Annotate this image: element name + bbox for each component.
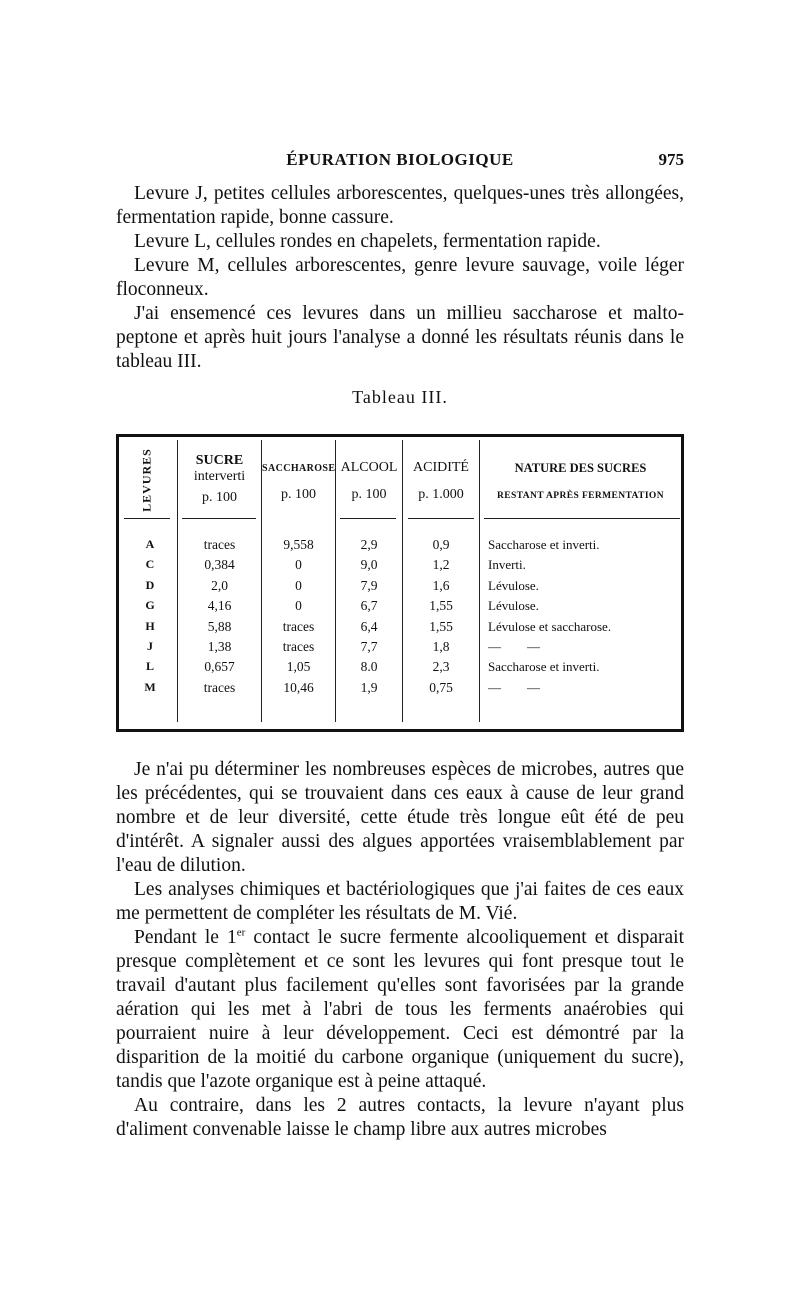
header-nature: NATURE DES SUCRES (514, 461, 647, 475)
table-row (116, 639, 684, 659)
table-row (116, 557, 684, 577)
table-row (116, 578, 684, 598)
cell-levure: C (145, 557, 155, 572)
cell-nature: Saccharose et inverti. (488, 659, 600, 675)
cell-levure: L (145, 659, 154, 674)
cell-alcool: 7,7 (360, 639, 378, 654)
table-caption: Tableau III. (352, 387, 448, 407)
paragraph: Au contraire, dans les 2 autres contacts, la levure n'ayant plus d'aliment convenable laisse le champ libre aux autres microbes (116, 1095, 684, 1140)
cell-levure: J (147, 639, 153, 653)
cell-nature: Lévulose. (488, 577, 539, 593)
cell-acidite: 1,55 (429, 618, 453, 634)
table-row (116, 659, 684, 679)
page-number: 975 (658, 150, 684, 169)
cell-saccharose: 9,558 (283, 537, 314, 552)
table-border-bottom (116, 729, 684, 732)
cell-saccharose: 1,05 (286, 659, 311, 675)
cell-alcool: 8.0 (360, 659, 378, 675)
cell-nature: Lévulose et saccharose. (488, 618, 612, 634)
table-row (116, 598, 684, 618)
cell-nature: Inverti. (488, 557, 526, 573)
header-nature-sub: RESTANT APRÈS FERMENTATION (496, 491, 664, 501)
cell-saccharose: traces (282, 618, 315, 634)
data-table (116, 434, 684, 732)
running-title: ÉPURATION BIOLOGIQUE (286, 150, 514, 169)
cell-acidite: 1,8 (432, 639, 450, 654)
cell-levure: G (145, 598, 155, 613)
paragraph: Levure M, cellules arborescentes, genre levure sauvage, voile léger floconneux. (116, 255, 684, 300)
cell-acidite: 0,9 (432, 537, 450, 552)
cell-sucre: traces (203, 537, 236, 552)
cell-sucre: 4,16 (207, 598, 232, 614)
paragraph: Levure J, petites cellules arborescentes, quelques-unes très allongées, fermentation rapide, bonne cassure. (116, 183, 684, 228)
table-border-top (116, 434, 684, 437)
header-sucre: SUCRE (195, 453, 244, 468)
cell-saccharose: 0 (295, 557, 302, 573)
header-rule (408, 518, 474, 519)
header-rule (340, 518, 396, 519)
header-saccharose: SACCHAROSE (262, 463, 336, 474)
cell-nature: — — (488, 639, 540, 654)
body-paragraphs (116, 758, 684, 1142)
cell-sucre: 5,88 (207, 618, 232, 634)
paragraph: Les analyses chimiques et bactériologiques que j'ai faites de ces eaux me permettent de compléter les résultats de M. Vié. (116, 879, 684, 924)
cell-nature: — — (488, 679, 540, 695)
cell-acidite: 1,6 (432, 577, 450, 593)
cell-saccharose: traces (282, 639, 315, 654)
header-rule (484, 518, 680, 519)
table-row (116, 619, 684, 639)
cell-levure: A (145, 537, 155, 551)
header-alcool: ALCOOL (340, 460, 398, 475)
cell-sucre: 2,0 (211, 577, 228, 593)
paragraph: Levure L, cellules rondes en chapelets, fermentation rapide. (134, 231, 601, 252)
header-saccharose-unit: p. 100 (281, 487, 316, 502)
paragraph: Je n'ai pu déterminer les nombreuses espèces de microbes, autres que les précédentes, qui se trouvaient dans ces eaux à cause de leur grand nombre et de leur diversité, cette étude très longue eût été de peu d'intérêt. A signaler aussi des algues apportées vraisemblablement par l'eau de dilution. (116, 759, 684, 876)
cell-acidite: 1,55 (429, 598, 453, 614)
cell-nature: Lévulose. (488, 598, 539, 614)
header-rule (182, 518, 256, 519)
cell-sucre: 1,38 (207, 639, 232, 654)
header-levures: LEVURES (139, 448, 154, 512)
intro-paragraphs (116, 182, 684, 374)
cell-sucre: 0,384 (204, 557, 235, 573)
paragraph: J'ai ensemencé ces levures dans un millieu saccharose et malto-peptone et après huit jours l'analyse a donné les résultats réunis dans le tableau III. (116, 303, 684, 372)
cell-acidite: 2,3 (432, 659, 450, 675)
header-sucre-sub: interverti (193, 469, 246, 484)
cell-sucre: 0,657 (204, 659, 235, 675)
cell-levure: M (144, 679, 156, 694)
running-header (116, 150, 684, 176)
header-alcool-unit: p. 100 (351, 487, 387, 502)
cell-saccharose: 0 (295, 577, 302, 593)
header-sucre-unit: p. 100 (202, 490, 237, 505)
header-rule (124, 518, 170, 519)
cell-levure: D (145, 577, 155, 592)
cell-levure: H (145, 618, 155, 633)
cell-nature: Saccharose et inverti. (488, 537, 600, 552)
cell-alcool: 7,9 (360, 577, 378, 593)
cell-alcool: 9,0 (360, 557, 378, 573)
header-acidite-unit: p. 1.000 (418, 487, 464, 502)
cell-sucre: traces (203, 679, 236, 695)
cell-alcool: 1,9 (360, 679, 378, 695)
table-row (116, 680, 684, 700)
cell-acidite: 0,75 (429, 679, 453, 695)
cell-saccharose: 10,46 (283, 679, 314, 695)
cell-saccharose: 0 (295, 598, 302, 614)
table-row (116, 537, 684, 557)
header-acidite: ACIDITÉ (413, 460, 469, 475)
cell-alcool: 6,4 (360, 618, 378, 634)
cell-acidite: 1,2 (432, 557, 450, 573)
paragraph: Pendant le 1er contact le sucre fermente alcooliquement et disparait presque complètement et ce sont les levures qui font presque tout le travail d'autant plus facilement qu'elles sont favorisées par la grande aération qui les met à l'abri de tous les ferments anaérobies qui pourraient nuire à leur développement. Ceci est démontré par la disparition de la moitié du carbone organique (uniquement du sucre), tandis que l'azote organique est à peine attaqué. (116, 926, 684, 1092)
cell-alcool: 2,9 (360, 537, 378, 552)
cell-alcool: 6,7 (360, 598, 378, 614)
